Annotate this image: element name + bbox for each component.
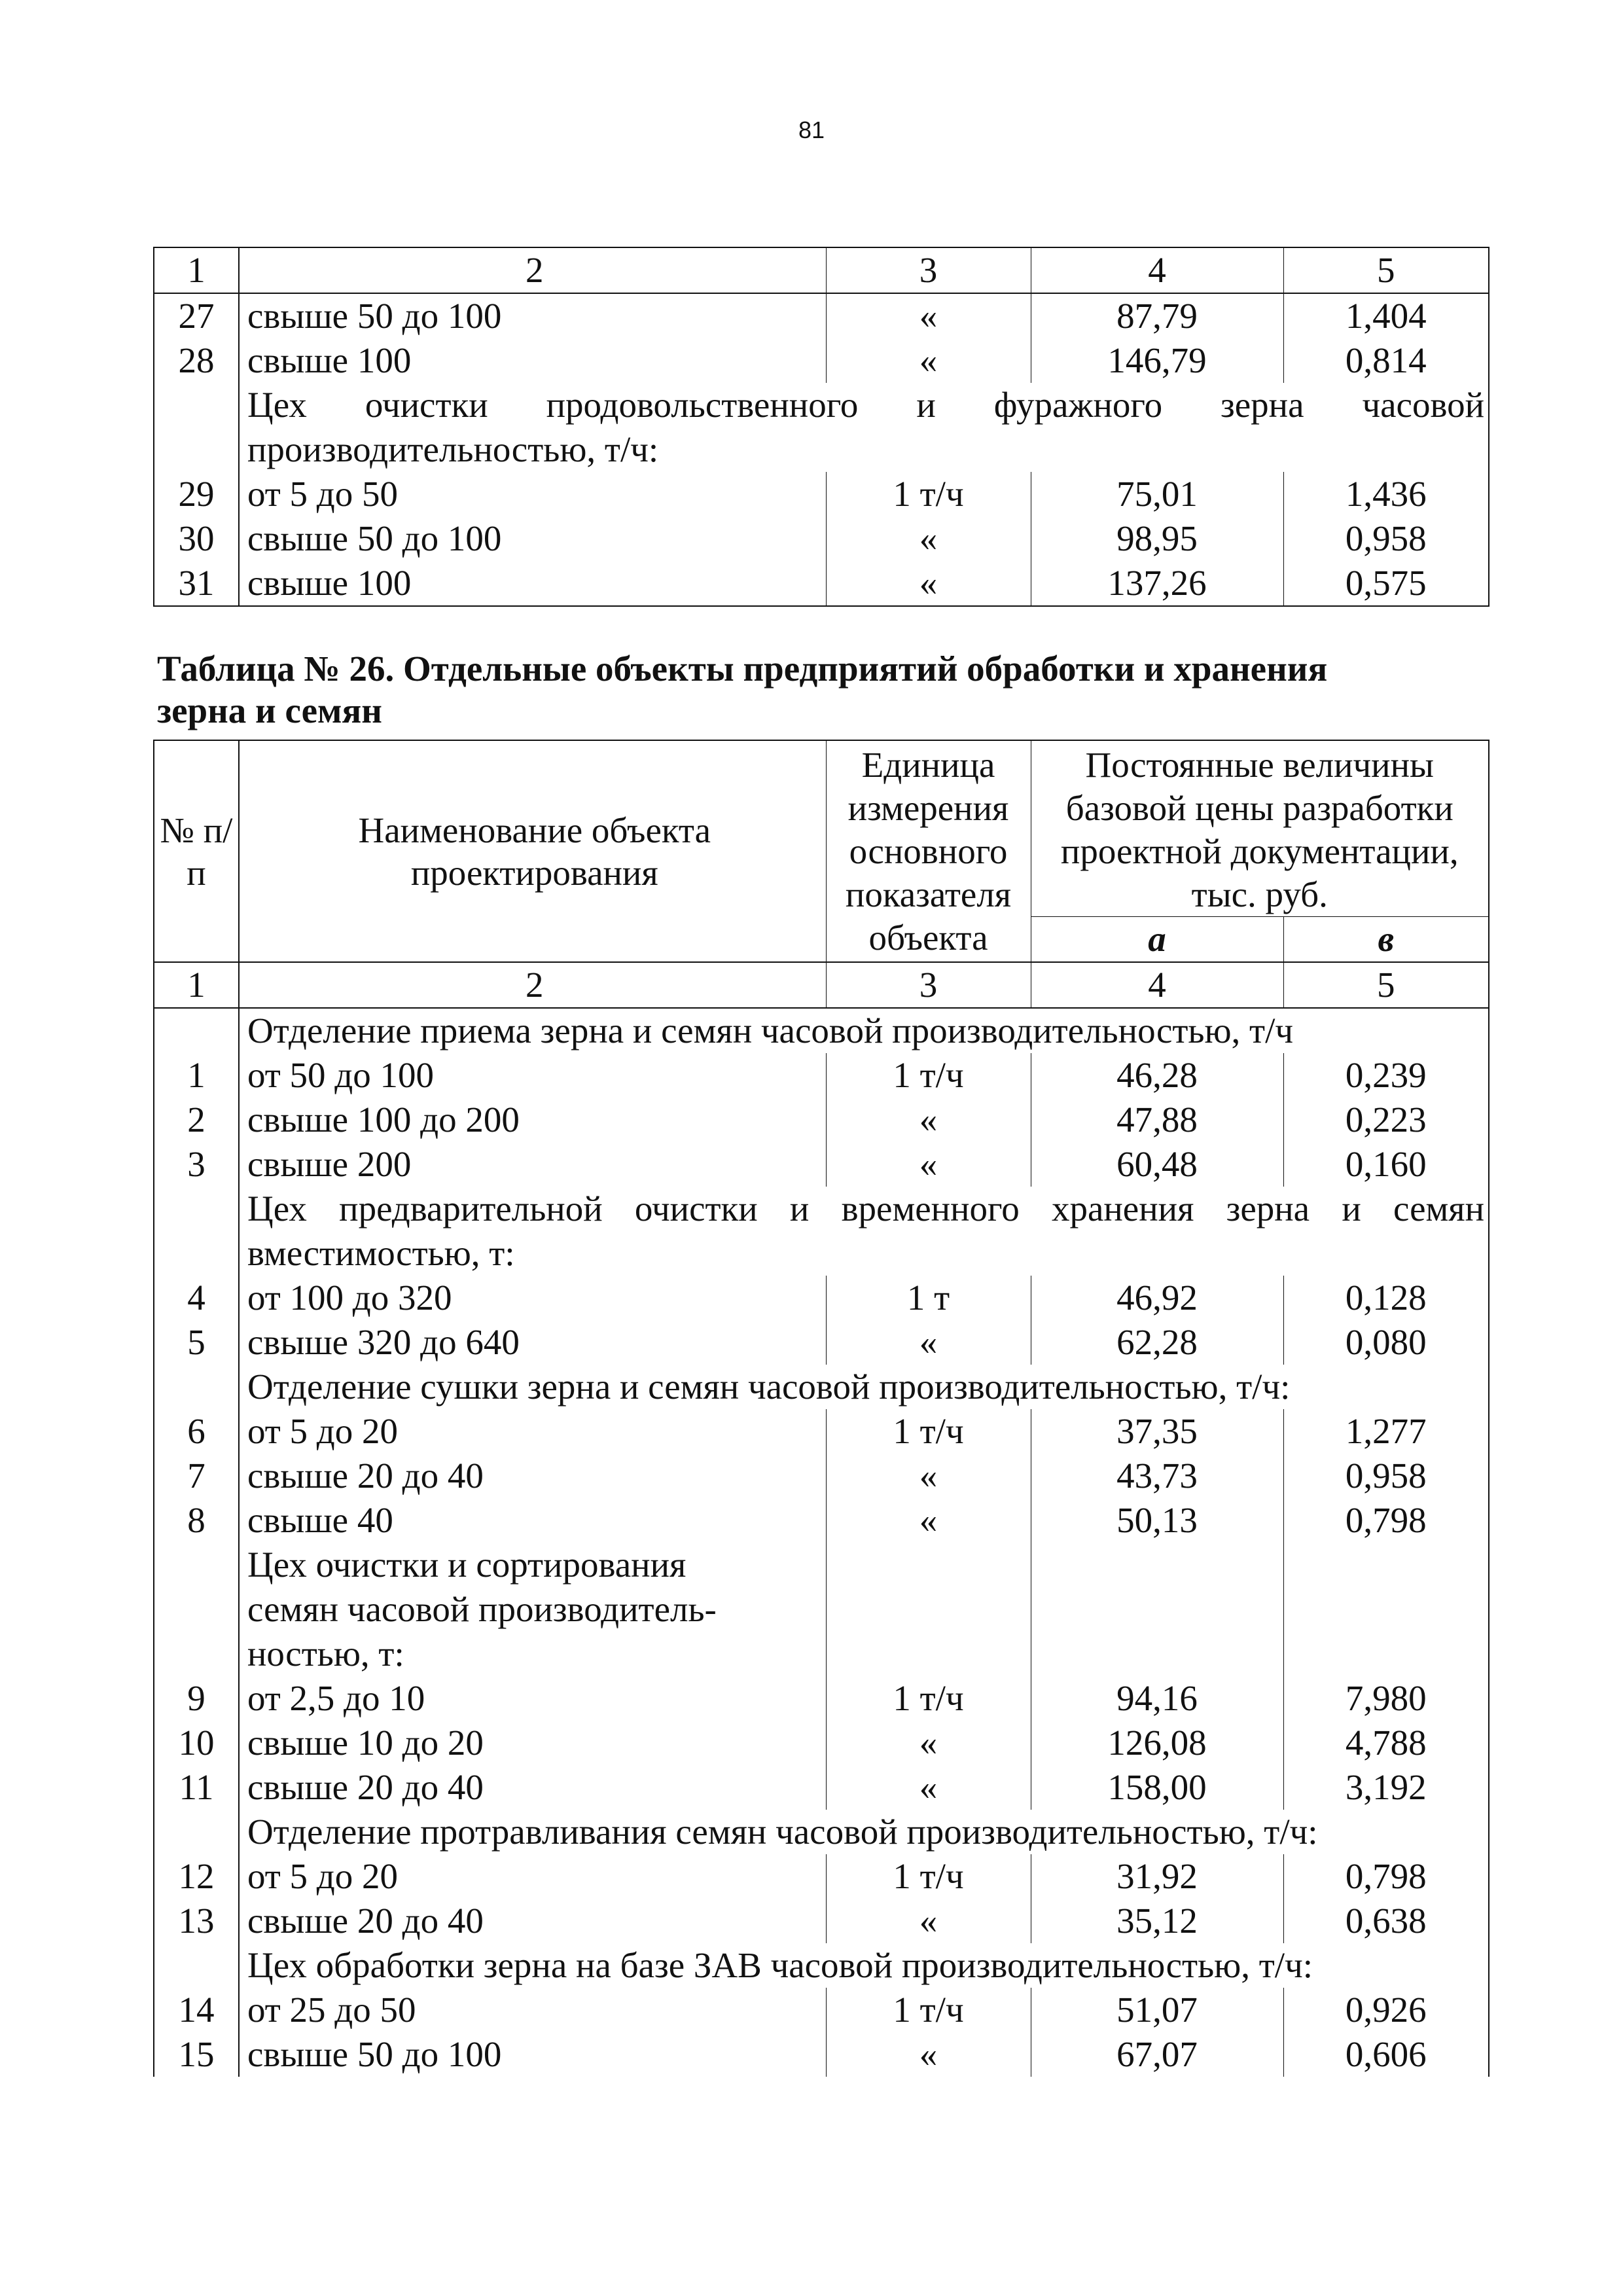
row-number: 3 [154, 1142, 239, 1187]
section-title: Цех обработки зерна на базе ЗАВ часовой производительностью, т/ч: [239, 1943, 1489, 1988]
row-number: 8 [154, 1498, 239, 1543]
value-b: 0,798 [1283, 1498, 1489, 1543]
value-a: 31,92 [1031, 1854, 1283, 1899]
table-row [154, 561, 1489, 606]
col-number: 1 [154, 962, 239, 1008]
section-row [154, 1187, 1489, 1276]
header-constants: Постоянные величины базовой цены разработки проектной документации, тыс. руб. [1031, 740, 1489, 917]
section-row [154, 383, 1489, 472]
col-number: 3 [826, 247, 1031, 293]
value-a: 35,12 [1031, 1899, 1283, 1943]
object-name: свыше 320 до 640 [239, 1320, 826, 1365]
value-a: 46,28 [1031, 1053, 1283, 1098]
value-b: 0,575 [1283, 561, 1489, 606]
unit: « [826, 1320, 1031, 1365]
table-row [154, 1676, 1489, 1721]
value-b: 3,192 [1283, 1765, 1489, 1810]
row-number: 6 [154, 1409, 239, 1454]
value-b: 0,223 [1283, 1098, 1489, 1142]
section-title-line: Цех очистки и сортирования [247, 1545, 687, 1585]
col-number: 3 [826, 962, 1031, 1008]
unit: 1 т/ч [826, 1409, 1031, 1454]
unit: « [826, 1721, 1031, 1765]
value-b: 4,788 [1283, 1721, 1489, 1765]
value-b: 0,926 [1283, 1988, 1489, 2032]
table-26 [153, 740, 1489, 2077]
value-a: 43,73 [1031, 1454, 1283, 1498]
unit: 1 т/ч [826, 1854, 1031, 1899]
header-row [154, 740, 1489, 917]
section-title: Цех предварительной очистки и временного хранения зерна и семян вместимостью, т: [239, 1187, 1489, 1276]
table-row [154, 2032, 1489, 2077]
value-a: 158,00 [1031, 1765, 1283, 1810]
col-number: 5 [1283, 247, 1489, 293]
unit: 1 т/ч [826, 472, 1031, 516]
row-number: 31 [154, 561, 239, 606]
value-a: 62,28 [1031, 1320, 1283, 1365]
object-name: от 25 до 50 [239, 1988, 826, 2032]
value-a: 47,88 [1031, 1098, 1283, 1142]
section-title-line: ностью, т: [247, 1634, 404, 1674]
row-number: 27 [154, 293, 239, 338]
col-number: 2 [239, 962, 826, 1008]
value-b: 0,798 [1283, 1854, 1489, 1899]
table-row [154, 1988, 1489, 2032]
continuation-table [153, 247, 1489, 607]
value-b: 0,160 [1283, 1142, 1489, 1187]
table-row [154, 1498, 1489, 1543]
table-row [154, 472, 1489, 516]
section-row [154, 1365, 1489, 1409]
row-number: 12 [154, 1854, 239, 1899]
value-a: 67,07 [1031, 2032, 1283, 2077]
value-a: 137,26 [1031, 561, 1283, 606]
table-row [154, 338, 1489, 383]
value-b: 1,277 [1283, 1409, 1489, 1454]
object-name: свыше 200 [239, 1142, 826, 1187]
table-title-line1: Таблица № 26. Отдельные объекты предприятий обработки и хранения [157, 649, 1328, 689]
col-number: 2 [239, 247, 826, 293]
value-b: 0,814 [1283, 338, 1489, 383]
table-row [154, 1765, 1489, 1810]
object-name: свыше 20 до 40 [239, 1899, 826, 1943]
value-a: 37,35 [1031, 1409, 1283, 1454]
header-a: а [1031, 917, 1283, 963]
row-number: 14 [154, 1988, 239, 2032]
row-number: 30 [154, 516, 239, 561]
table-row [154, 1053, 1489, 1098]
value-a: 146,79 [1031, 338, 1283, 383]
value-a: 46,92 [1031, 1276, 1283, 1320]
row-number: 29 [154, 472, 239, 516]
object-name: свыше 100 [239, 561, 826, 606]
table-row [154, 1454, 1489, 1498]
object-name: от 50 до 100 [239, 1053, 826, 1098]
col-number: 4 [1031, 962, 1283, 1008]
col-number: 5 [1283, 962, 1489, 1008]
object-name: свыше 10 до 20 [239, 1721, 826, 1765]
value-b: 0,239 [1283, 1053, 1489, 1098]
value-a: 98,95 [1031, 516, 1283, 561]
value-a: 50,13 [1031, 1498, 1283, 1543]
object-name: от 5 до 50 [239, 472, 826, 516]
object-name: от 2,5 до 10 [239, 1676, 826, 1721]
header-number: № п/п [154, 740, 239, 962]
unit: 1 т/ч [826, 1988, 1031, 2032]
table-row [154, 1854, 1489, 1899]
row-number: 9 [154, 1676, 239, 1721]
header-b: в [1283, 917, 1489, 963]
table-row [154, 1276, 1489, 1320]
row-number: 7 [154, 1454, 239, 1498]
table-row [154, 516, 1489, 561]
unit: « [826, 1765, 1031, 1810]
section-title [239, 1543, 826, 1676]
object-name: от 5 до 20 [239, 1409, 826, 1454]
object-name: свыше 20 до 40 [239, 1765, 826, 1810]
value-a: 60,48 [1031, 1142, 1283, 1187]
unit: « [826, 1498, 1031, 1543]
column-number-row [154, 247, 1489, 293]
object-name: от 5 до 20 [239, 1854, 826, 1899]
value-b: 0,606 [1283, 2032, 1489, 2077]
page-number: 81 [798, 117, 825, 143]
value-a: 87,79 [1031, 293, 1283, 338]
unit: « [826, 338, 1031, 383]
table-title [157, 648, 1492, 732]
unit: 1 т/ч [826, 1676, 1031, 1721]
section-row [154, 1543, 1489, 1676]
table-row [154, 1721, 1489, 1765]
section-title-line: семян часовой производитель- [247, 1589, 717, 1629]
section-title: Отделение приема зерна и семян часовой производительностью, т/ч [239, 1008, 1489, 1053]
unit: 1 т/ч [826, 1053, 1031, 1098]
unit: « [826, 1899, 1031, 1943]
value-b: 0,958 [1283, 516, 1489, 561]
col-number: 1 [154, 247, 239, 293]
unit: 1 т [826, 1276, 1031, 1320]
col-number: 4 [1031, 247, 1283, 293]
row-number: 2 [154, 1098, 239, 1142]
value-a: 126,08 [1031, 1721, 1283, 1765]
object-name: свыше 100 до 200 [239, 1098, 826, 1142]
row-number: 13 [154, 1899, 239, 1943]
table-row [154, 1098, 1489, 1142]
object-name: свыше 100 [239, 338, 826, 383]
section-title: Отделение сушки зерна и семян часовой производительностью, т/ч: [239, 1365, 1489, 1409]
unit: « [826, 1098, 1031, 1142]
section-title: Цех очистки продовольственного и фуражного зерна часовой производительностью, т/ч: [239, 383, 1489, 472]
row-number: 10 [154, 1721, 239, 1765]
unit: « [826, 1142, 1031, 1187]
table-row [154, 1409, 1489, 1454]
unit: « [826, 561, 1031, 606]
value-a: 51,07 [1031, 1988, 1283, 2032]
header-unit: Единица измерения основного показателя объекта [826, 740, 1031, 962]
row-number: 11 [154, 1765, 239, 1810]
section-row [154, 1008, 1489, 1053]
row-number: 28 [154, 338, 239, 383]
value-b: 7,980 [1283, 1676, 1489, 1721]
table-title-line2: зерна и семян [157, 691, 382, 730]
object-name: свыше 40 [239, 1498, 826, 1543]
table-row [154, 1142, 1489, 1187]
object-name: свыше 50 до 100 [239, 2032, 826, 2077]
value-b: 1,404 [1283, 293, 1489, 338]
row-number: 1 [154, 1053, 239, 1098]
value-b: 0,638 [1283, 1899, 1489, 1943]
value-b: 1,436 [1283, 472, 1489, 516]
section-row [154, 1810, 1489, 1854]
column-number-row [154, 962, 1489, 1008]
row-number: 4 [154, 1276, 239, 1320]
value-b: 0,080 [1283, 1320, 1489, 1365]
table-row [154, 293, 1489, 338]
unit: « [826, 2032, 1031, 2077]
object-name: свыше 50 до 100 [239, 293, 826, 338]
object-name: свыше 50 до 100 [239, 516, 826, 561]
table-row [154, 1899, 1489, 1943]
value-b: 0,958 [1283, 1454, 1489, 1498]
value-a: 94,16 [1031, 1676, 1283, 1721]
row-number: 15 [154, 2032, 239, 2077]
section-title: Отделение протравливания семян часовой производительностью, т/ч: [239, 1810, 1489, 1854]
value-b: 0,128 [1283, 1276, 1489, 1320]
unit: « [826, 293, 1031, 338]
table-row [154, 1320, 1489, 1365]
object-name: свыше 20 до 40 [239, 1454, 826, 1498]
object-name: от 100 до 320 [239, 1276, 826, 1320]
unit: « [826, 1454, 1031, 1498]
value-a: 75,01 [1031, 472, 1283, 516]
unit: « [826, 516, 1031, 561]
header-name: Наименование объекта проектирования [239, 740, 826, 962]
section-row [154, 1943, 1489, 1988]
row-number: 5 [154, 1320, 239, 1365]
